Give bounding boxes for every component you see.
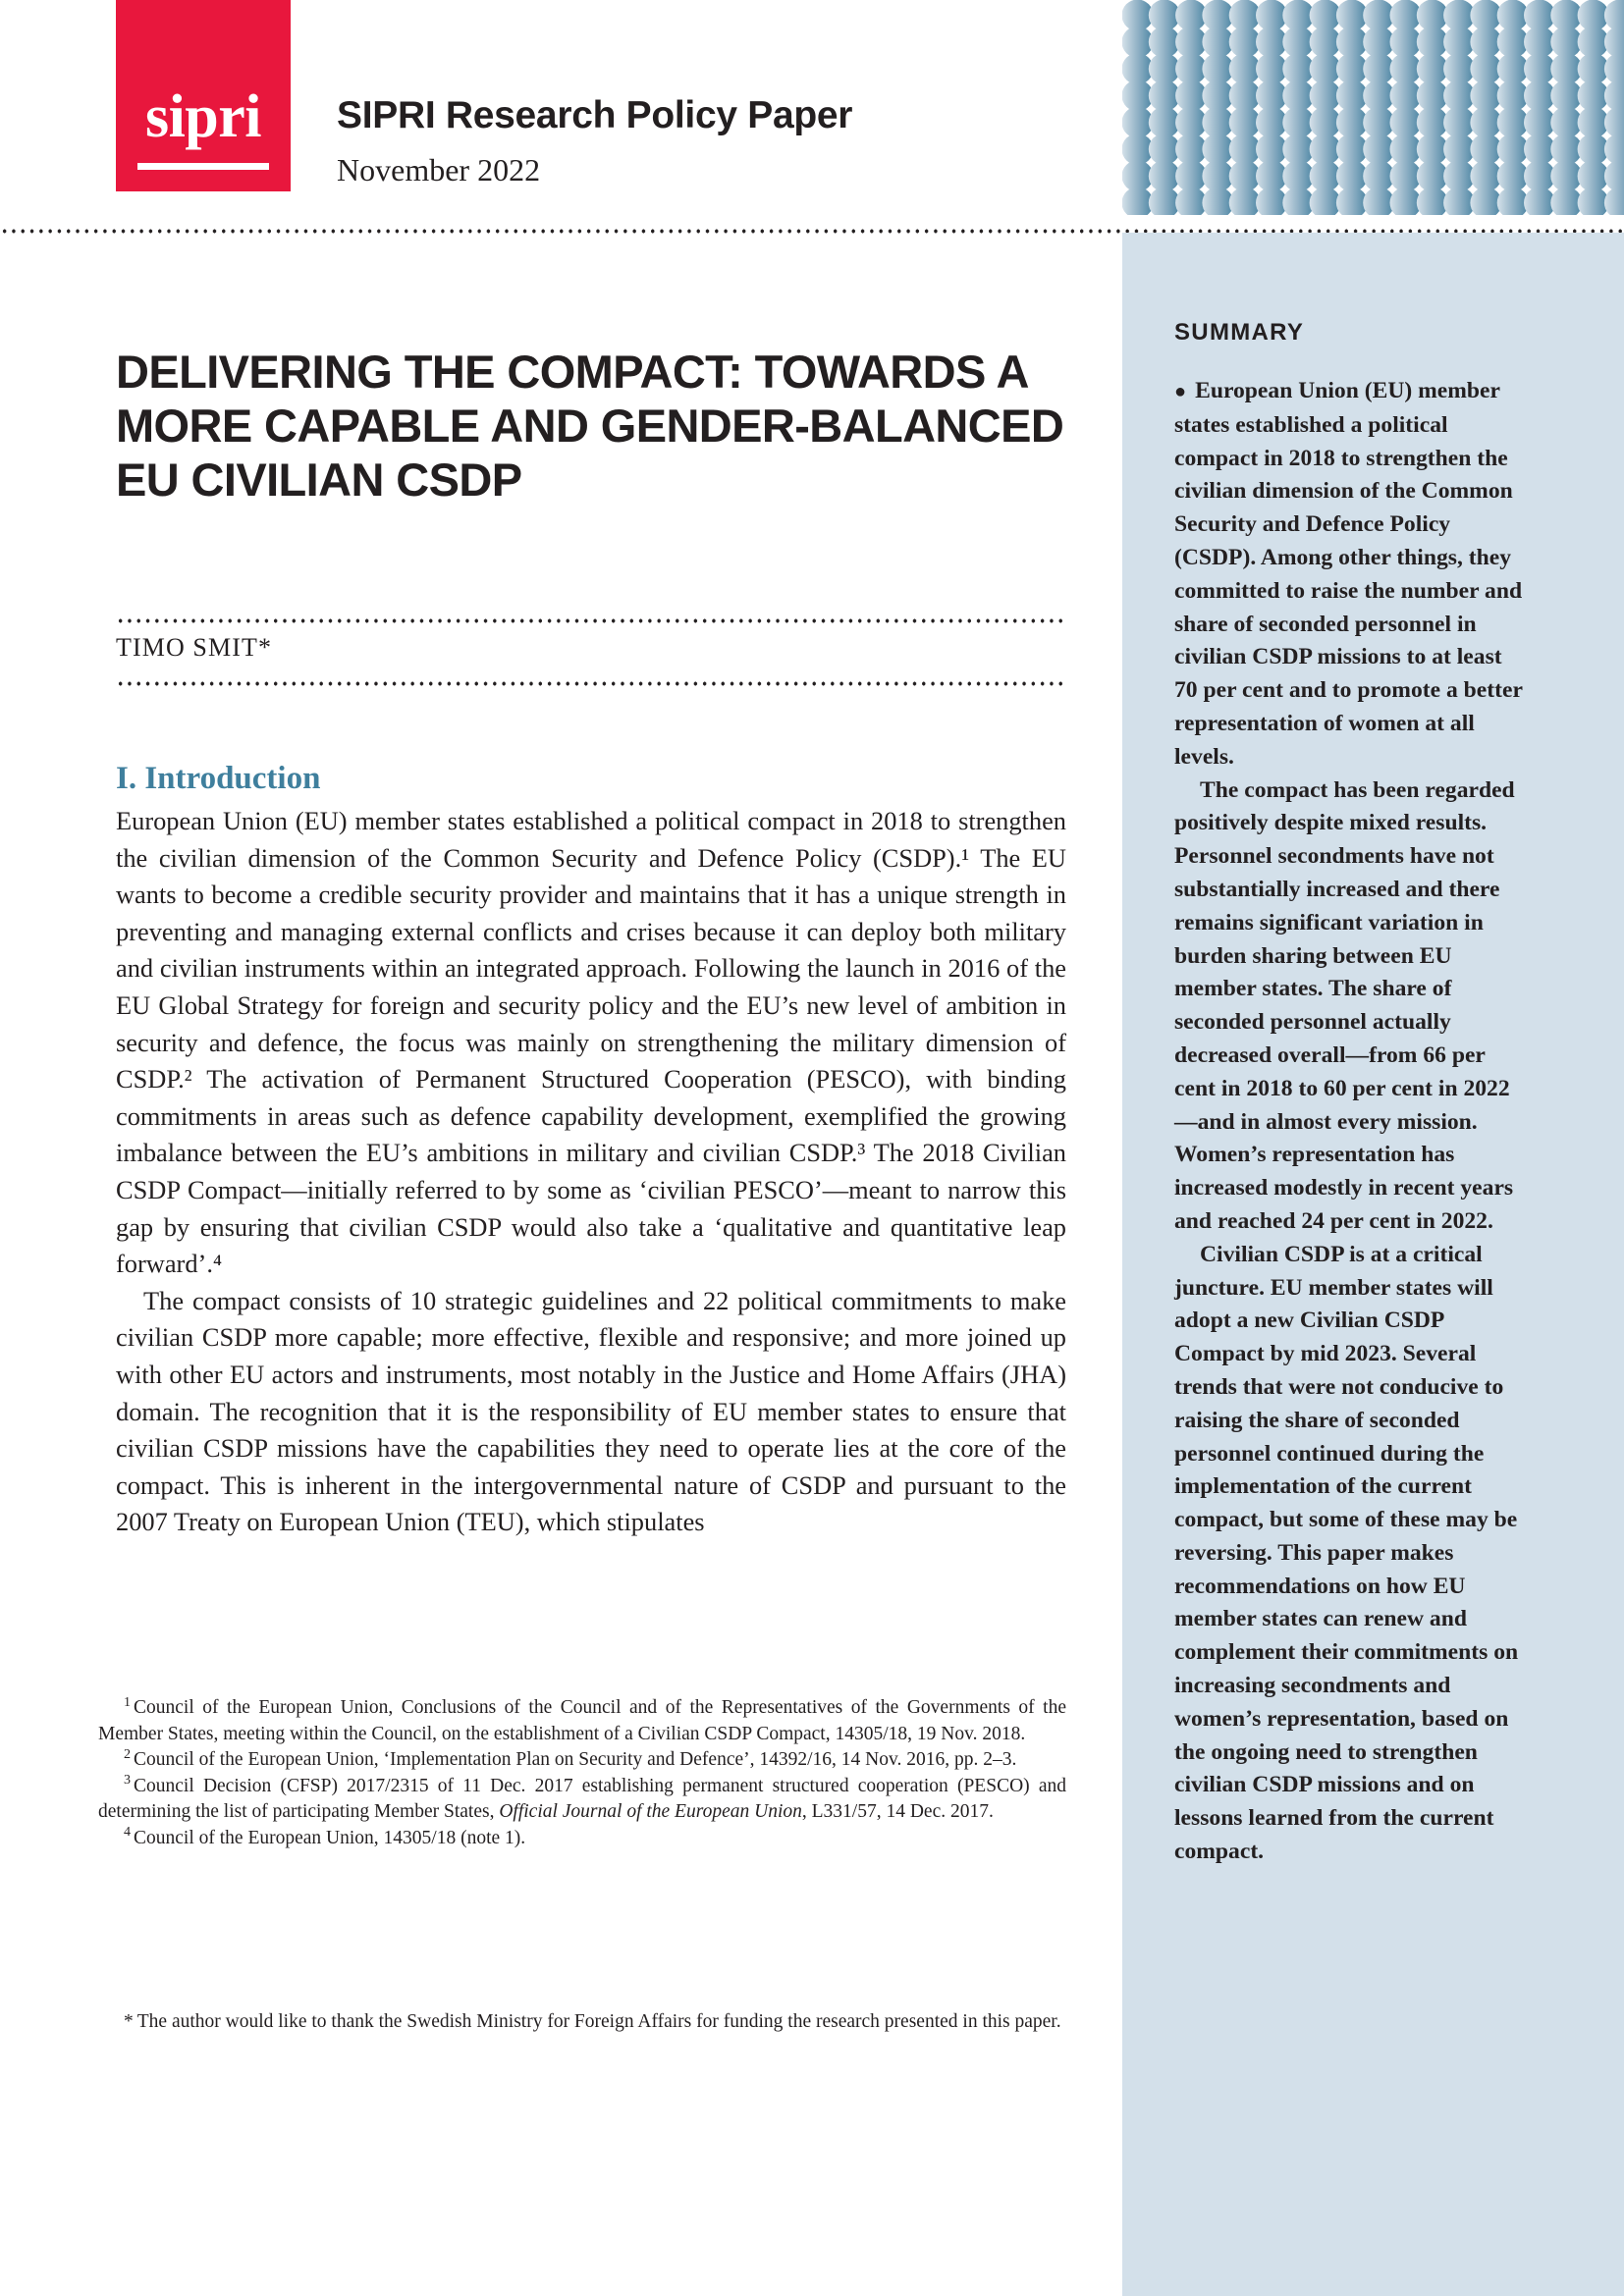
author-note-text: The author would like to thank the Swedish Ministry for Foreign Affairs for funding the research presented in this paper. xyxy=(136,2011,1061,2032)
decorative-dot-grid xyxy=(1122,0,1624,215)
author-name: TIMO SMIT* xyxy=(116,633,273,662)
summary-body xyxy=(1174,375,1530,1869)
summary-paragraph: Civilian CSDP is at a critical juncture. EU member states will adopt a new Civilian CSDP Compact by mid 2023. Several trends that were not conducive to raising the share of seconded personnel continued during the implementation of the current compact, but some of these may be reversing. This paper makes recommendations on how EU member states can renew and complement their commitments on increasing secondments and women’s representation, based on the ongoing need to strengthen civilian CSDP missions and on lessons learned from the current compact. xyxy=(1174,1241,1519,1865)
footnote-item xyxy=(98,1774,1066,1826)
footnote-number: 4 xyxy=(124,1824,132,1840)
footnote-item xyxy=(98,1826,1066,1852)
summary-paragraph xyxy=(1174,375,1530,774)
footnote-italic-title: Official Journal of the European Union xyxy=(499,1801,802,1822)
body-paragraph: The compact consists of 10 strategic guidelines and 22 political commitments to make civilian CSDP more capable; more effective, flexible and responsive; and more joined up with other EU actors and instruments, most notably in the Justice and Home Affairs (JHA) domain. The recognition that it is the responsibility of EU member states to ensure that civilian CSDP missions have the capabilities they need to operate lies at the core of the compact. This is inherent in the intergovernmental nature of CSDP and pursuant to the 2007 Treaty on European Union (TEU), which stipulates xyxy=(116,1285,1066,1537)
footnote-number: 3 xyxy=(124,1772,132,1788)
footnote-text-tail: , L331/57, 14 Dec. 2017. xyxy=(801,1801,994,1822)
masthead xyxy=(0,0,1624,233)
footnote-number: 2 xyxy=(124,1745,132,1762)
summary-heading: SUMMARY xyxy=(1174,319,1305,346)
footnote-number: 1 xyxy=(124,1693,132,1710)
sipri-logo-underline xyxy=(137,163,269,170)
bullet-icon: ● xyxy=(1174,381,1187,402)
footnote-text: Council Decision (CFSP) 2017/2315 of 11 Dec. 2017 establishing permanent structured cooperation (PESCO) and determining the list of participating Member States, xyxy=(98,1775,1066,1822)
author-divider-bottom xyxy=(116,680,1066,687)
publication-series-title: SIPRI Research Policy Paper xyxy=(337,94,853,136)
body-text xyxy=(116,803,1066,1541)
author-divider-top xyxy=(116,617,1066,624)
footnote-item xyxy=(98,1747,1066,1774)
author-note-marker: * xyxy=(124,2011,134,2032)
footnotes xyxy=(98,1695,1066,1851)
sipri-logo-wordmark: sipri xyxy=(144,83,262,150)
page-title: DELIVERING THE COMPACT: TOWARDS A MORE CAPABLE AND GENDER-BALANCED EU CIVILIAN CSDP xyxy=(116,346,1064,507)
footnote-text: Council of the European Union, 14305/18 (note 1). xyxy=(134,1827,526,1848)
author-note xyxy=(98,2009,1066,2036)
publication-date: November 2022 xyxy=(337,152,541,187)
summary-paragraph: The compact has been regarded positively despite mixed results. Personnel secondments have not substantially increased and there remains significant variation in burden sharing between EU member states. The share of seconded personnel actually decreased overall—from 66 per cent in 2018 to 60 per cent in 2022—and in almost every mission. Women’s representation has increased modestly in recent years and reached 24 per cent in 2022. xyxy=(1174,776,1515,1234)
footnote-text: Council of the European Union, ‘Implementation Plan on Security and Defence’, 14392/16, 14 Nov. 2016, pp. 2–3. xyxy=(134,1749,1017,1770)
footnote-text: Council of the European Union, Conclusions of the Council and of the Representatives of the Governments of the Member States, meeting within the Council, on the establishment of a Civilian CSDP Compact, 14305/18, 19 Nov. 2018. xyxy=(98,1697,1066,1744)
body-paragraph: European Union (EU) member states established a political compact in 2018 to strengthen the civilian dimension of the Common Security and Defence Policy (CSDP).¹ The EU wants to become a credible security provider and maintains that it has a unique strength in preventing and managing external conflicts and crises because it can deploy both military and civilian instruments within an integrated approach. Following the launch in 2016 of the EU Global Strategy for foreign and security policy and the EU’s new level of ambition in security and defence, the focus was mainly on strengthening the military dimension of CSDP.² The activation of Permanent Structured Cooperation (PESCO), with binding commitments in areas such as defence capability development, exemplified the growing imbalance between the EU’s ambitions in military and civilian CSDP.³ The 2018 Civilian CSDP Compact—initially referred to by some as ‘civilian PESCO’—meant to narrow this gap by ensuring that civilian CSDP would also take a ‘qualitative and quantitative leap forward’.⁴ xyxy=(116,806,1066,1279)
summary-paragraph-text: European Union (EU) member states established a political compact in 2018 to strengthen the civilian dimension of the Common Security and Defence Policy (CSDP). Among other things, they committed to raise the number and share of seconded personnel in civilian CSDP missions to at least 70 per cent and to promote a better representation of women at all levels. xyxy=(1174,378,1523,770)
section-heading: I. Introduction xyxy=(116,761,321,797)
footnote-item xyxy=(98,1695,1066,1747)
sipri-logo xyxy=(116,0,291,191)
